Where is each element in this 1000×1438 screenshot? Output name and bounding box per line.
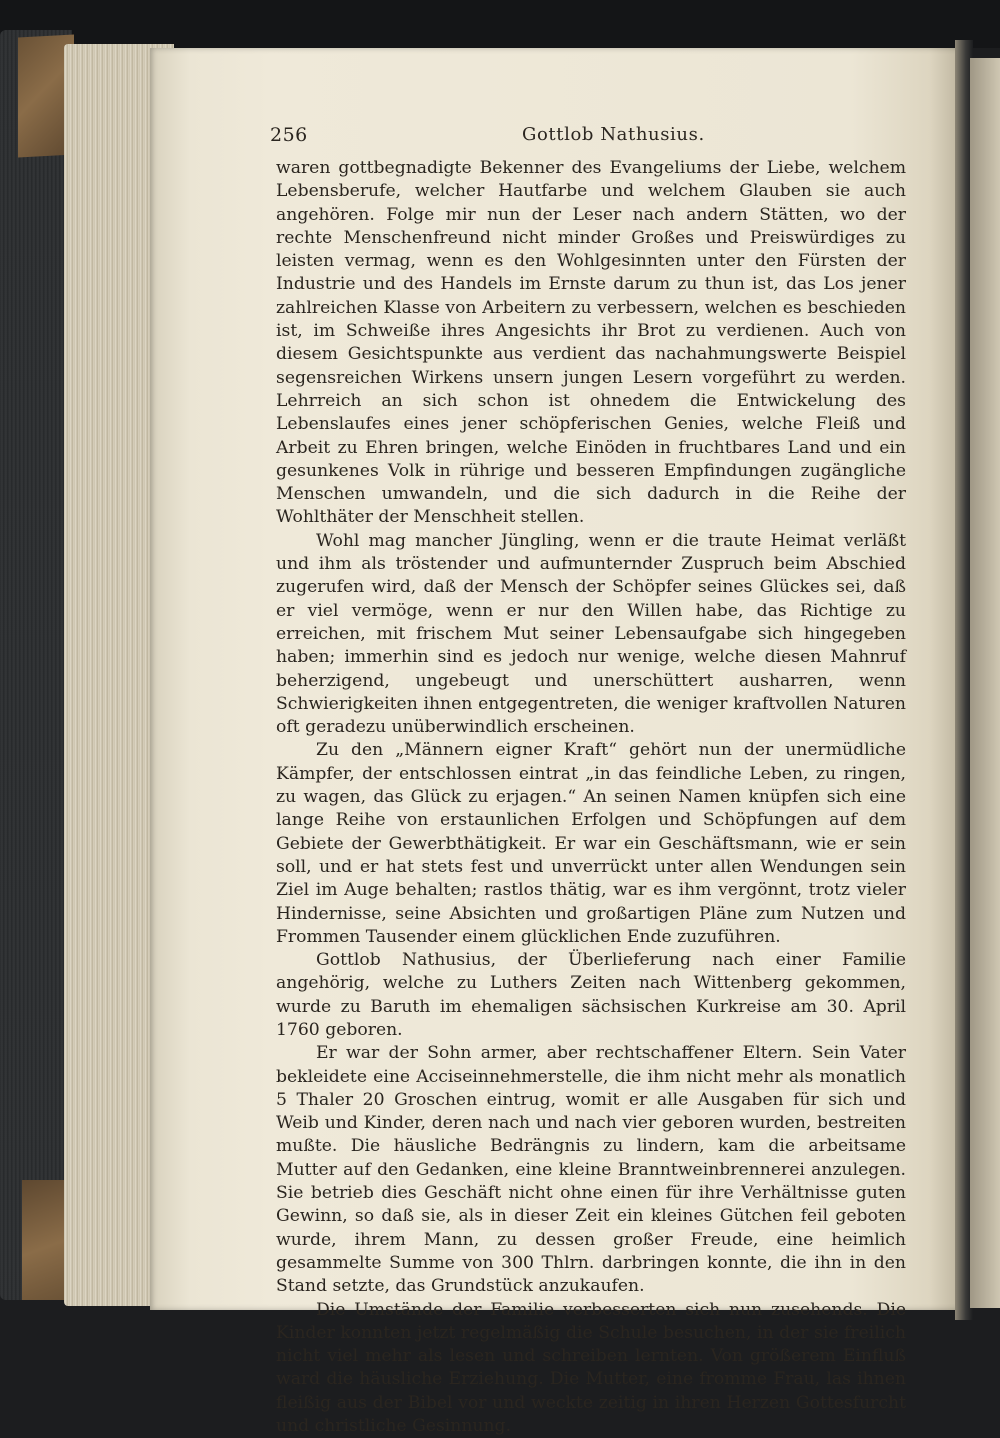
paragraph: Er war der Sohn armer, aber rechtschaffener Eltern. Sein Vater bekleidete eine Acciseinnehmerstelle, die ihm nicht mehr als monatlich 5 Thaler 20 Groschen eintrug, womit er alle Ausgaben für sich und Weib und Kinder, deren nach und nach vier geboren wurden, bestreiten mußte. Die häusliche Bedrängnis zu lindern, kam die arbeitsame Mutter auf den Gedanken, eine kleine Branntweinbrennerei anzulegen. Sie betrieb dies Geschäft nicht ohne einen für ihre Verhältnisse guten Gewinn, so daß sie, als in dieser Zeit ein kleines Gütchen feil geboten wurde, ihrem Mann, zu dessen großer Freude, eine heimlich gesammelte Summe von 300 Thlrn. darbringen konnte, die ihn in den Stand setzte, das Grundstück anzukaufen. xyxy=(276,1043,906,1297)
page-header xyxy=(270,124,910,154)
book-cover-spine xyxy=(0,30,72,1300)
page-number: 256 xyxy=(270,124,308,146)
book-cover-top xyxy=(0,0,1000,48)
paragraph: Gottlob Nathusius, der Überlieferung nach einer Familie angehörig, welche zu Luthers Zeiten nach Wittenberg gekommen, wurde zu Baruth im ehemaligen sächsischen Kurkreise am 30. April 1760 geboren. xyxy=(276,950,906,1040)
paragraph: Wohl mag mancher Jüngling, wenn er die traute Heimat verläßt und ihm als tröstender und aufmunternder Zuspruch beim Abschied zugerufen wird, daß der Mensch der Schöpfer seines Glückes sei, daß er viel vermöge, wenn er nur den Willen habe, das Richtige zu erreichen, mit frischem Mut seiner Lebensaufgabe sich hingegeben haben; immerhin sind es jedoch nur wenige, welche diesen Mahnruf beherzigend, ungebeugt und unerschüttert ausharren, wenn Schwierigkeiten ihnen entgegentreten, die weniger kraftvollen Naturen oft geradezu unüberwindlich erscheinen. xyxy=(276,530,906,738)
running-title: Gottlob Nathusius. xyxy=(522,124,705,145)
paragraph: Die Umstände der Familie verbesserten sich nun zusehends. Die Kinder konnten jetzt regelmäßig die Schule besuchen, in der sie freilich nicht viel mehr als lesen und schreiben lernten. Von größerem Einfluß ward die häusliche Erziehung. Die Mutter, eine fromme Frau, las ihnen fleißig aus der Bibel vor und weckte zeitig in ihren Herzen Gottesfurcht und christliche Gesinnung. xyxy=(276,1299,906,1437)
paragraph: waren gottbegnadigte Bekenner des Evangeliums der Liebe, welchem Lebensberufe, welcher Hautfarbe und welchem Glauben sie auch angehören. Folge mir nun der Leser nach andern Stätten, wo der rechte Menschenfreund nicht minder Großes und Preiswürdiges zu leisten vermag, wenn es den Wohlgesinnten unter den Fürsten der Industrie und des Handels im Ernste darum zu thun ist, das Los jener zahlreichen Klasse von Arbeitern zu verbessern, welchen es beschieden ist, im Schweiße ihres Angesichts ihr Brot zu verdienen. Auch von diesem Gesichtspunkte aus verdient das nachahmungswerte Beispiel segensreichen Wirkens unsern jungen Lesern vorgeführt zu werden. Lehrreich an sich schon ist ohnedem die Entwickelung des Lebenslaufes eines jener schöpferischen Genies, welche Fleiß und Arbeit zu Ehren bringen, welche Einöden in fruchtbares Land und ein gesunkenes Volk in rührige und besseren Empfindungen zugängliche Menschen umwandeln, und die sich dadurch in die Reihe der Wohlthäter der Menschheit stellen. xyxy=(276,158,906,528)
body-text xyxy=(276,157,906,1438)
facing-page-edge xyxy=(970,58,1000,1308)
paragraph: Zu den „Männern eigner Kraft“ gehört nun der unermüdliche Kämpfer, der entschlossen eintrat „in das feindliche Leben, zu ringen, zu wagen, das Glück zu erjagen.“ An seinen Namen knüpfen sich eine lange Reihe von erstaunlichen Erfolgen und Schöpfungen auf dem Gebiete der Gewerbthätigkeit. Er war ein Geschäftsmann, wie er sein soll, und er hat stets fest und unverrückt unter allen Wendungen sein Ziel im Auge behalten; rastlos thätig, war es ihm vergönnt, trotz vieler Hindernisse, seine Absichten und großartigen Pläne zum Nutzen und Frommen Tausender einem glücklichen Ende zuzuführen. xyxy=(276,740,906,947)
